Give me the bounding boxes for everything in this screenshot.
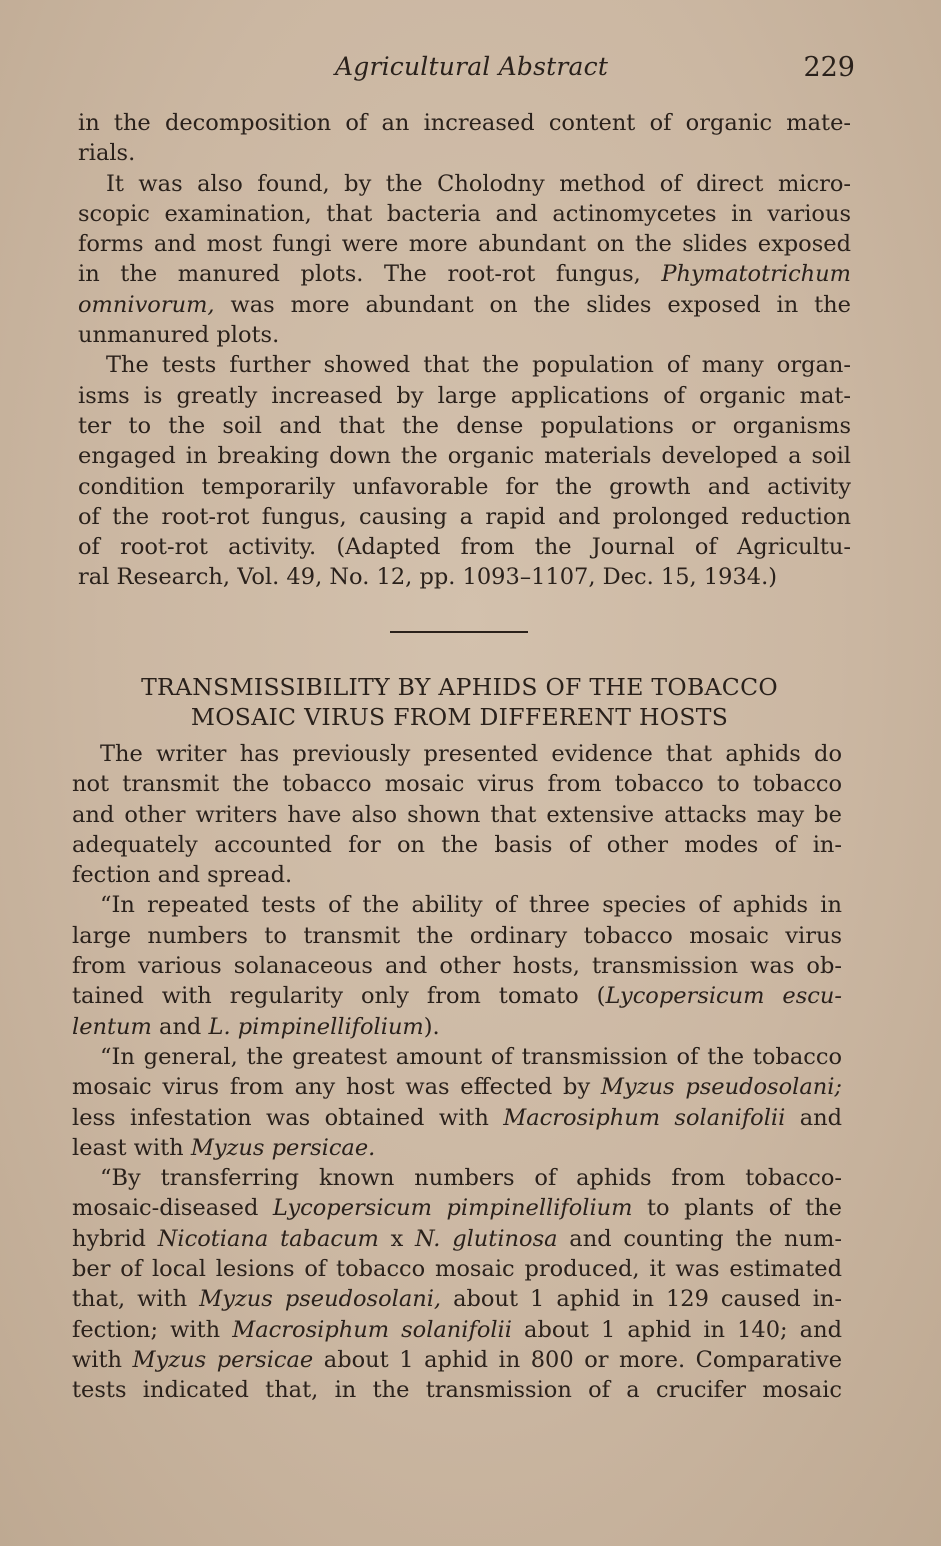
species-name: Lycopersicum pimpinellifolium [272, 1195, 633, 1222]
species-name: Nicotiana tabacum [157, 1225, 379, 1252]
text-line: omnivorum, was more abundant on the slides exposed in the [78, 291, 851, 318]
text-line: “By transferring known numbers of aphids from tobacco- [100, 1165, 842, 1192]
article-title-line: TRANSMISSIBILITY BY APHIDS OF THE TOBACCO [141, 673, 778, 701]
continued-article-text [78, 108, 851, 593]
species-name: lentum [72, 1013, 152, 1040]
text-line: with Myzus persicae about 1 aphid in 800 or more. Comparative [72, 1346, 842, 1373]
running-header [80, 50, 855, 90]
text-line: isms is greatly increased by large applications of organic mat- [78, 382, 851, 409]
species-name: omnivorum, [78, 291, 215, 318]
species-name: Macrosiphum solanifolii [232, 1316, 512, 1343]
species-name: Phymatotrichum [661, 261, 851, 288]
running-title: Agricultural Abstract [335, 52, 609, 81]
species-name: Lycopersicum escu- [605, 983, 842, 1010]
species-name: Myzus persicae. [190, 1134, 376, 1161]
text-line: hybrid Nicotiana tabacum x N. glutinosa and counting the num- [72, 1225, 842, 1252]
text-line: lentum and L. pimpinellifolium). [72, 1013, 440, 1040]
text-line: fection; with Macrosiphum solanifolii about 1 aphid in 140; and [72, 1316, 842, 1343]
text-line: It was also found, by the Cholodny method of direct micro- [106, 170, 851, 197]
text-line: that, with Myzus pseudosolani, about 1 aphid in 129 caused in- [72, 1286, 842, 1313]
section-divider [390, 631, 528, 633]
text-line: engaged in breaking down the organic materials developed a soil [78, 443, 851, 470]
text-line: rials. [78, 140, 136, 167]
species-name: Macrosiphum solanifolii [503, 1104, 786, 1131]
text-line: ber of local lesions of tobacco mosaic produced, it was estimated [72, 1256, 842, 1283]
text-line: of the root-rot fungus, causing a rapid and prolonged reduction [78, 503, 851, 530]
text-line: in the decomposition of an increased content of organic mate- [78, 110, 851, 136]
text-line: large numbers to transmit the ordinary tobacco mosaic virus [72, 922, 842, 949]
text-line: forms and most fungi were more abundant on the slides exposed [78, 231, 851, 258]
text-line: less infestation was obtained with Macrosiphum solanifolii and [72, 1104, 842, 1131]
text-line: tained with regularity only from tomato (Lycopersicum escu- [72, 983, 842, 1010]
species-name: N. glutinosa [415, 1225, 558, 1252]
text-line: mosaic-diseased Lycopersicum pimpinellifolium to plants of the [72, 1195, 842, 1222]
species-name: Myzus persicae [132, 1346, 314, 1373]
text-line: mosaic virus from any host was effected by Myzus pseudosolani; [72, 1074, 842, 1101]
page-number: 229 [803, 52, 855, 83]
text-line: fection and spread. [72, 862, 293, 889]
text-line: ral Research, Vol. 49, No. 12, pp. 1093–1107, Dec. 15, 1934.) [78, 564, 778, 591]
text-line: condition temporarily unfavorable for the growth and activity [78, 473, 851, 500]
species-name: L. pimpinellifolium [208, 1013, 424, 1040]
text-line: unmanured plots. [78, 322, 280, 349]
text-line: scopic examination, that bacteria and actinomycetes in various [78, 200, 851, 227]
text-line: of root-rot activity. (Adapted from the Journal of Agricultu- [78, 534, 851, 561]
text-line: “In general, the greatest amount of transmission of the tobacco [100, 1043, 842, 1070]
species-name: Myzus pseudosolani; [600, 1074, 842, 1101]
article-title [72, 672, 847, 732]
text-line: The tests further showed that the population of many organ- [106, 352, 851, 379]
text-line: tests indicated that, in the transmission of a crucifer mosaic [72, 1377, 842, 1404]
text-line: and other writers have also shown that extensive attacks may be [72, 801, 842, 828]
species-name: Myzus pseudosolani, [199, 1286, 442, 1313]
text-line: from various solanaceous and other hosts, transmission was ob- [72, 953, 842, 980]
text-line: ter to the soil and that the dense populations or organisms [78, 412, 851, 439]
article-title-line: MOSAIC VIRUS FROM DIFFERENT HOSTS [190, 703, 729, 731]
text-line: not transmit the tobacco mosaic virus from tobacco to tobacco [72, 771, 842, 798]
text-line: adequately accounted for on the basis of other modes of in- [72, 831, 842, 858]
text-line: The writer has previously presented evidence that aphids do [100, 741, 842, 767]
article-body [72, 739, 842, 1406]
text-line: in the manured plots. The root-rot fungus, Phymatotrichum [78, 261, 851, 288]
text-line: “In repeated tests of the ability of three species of aphids in [100, 892, 842, 919]
text-line: least with Myzus persicae. [72, 1134, 376, 1161]
